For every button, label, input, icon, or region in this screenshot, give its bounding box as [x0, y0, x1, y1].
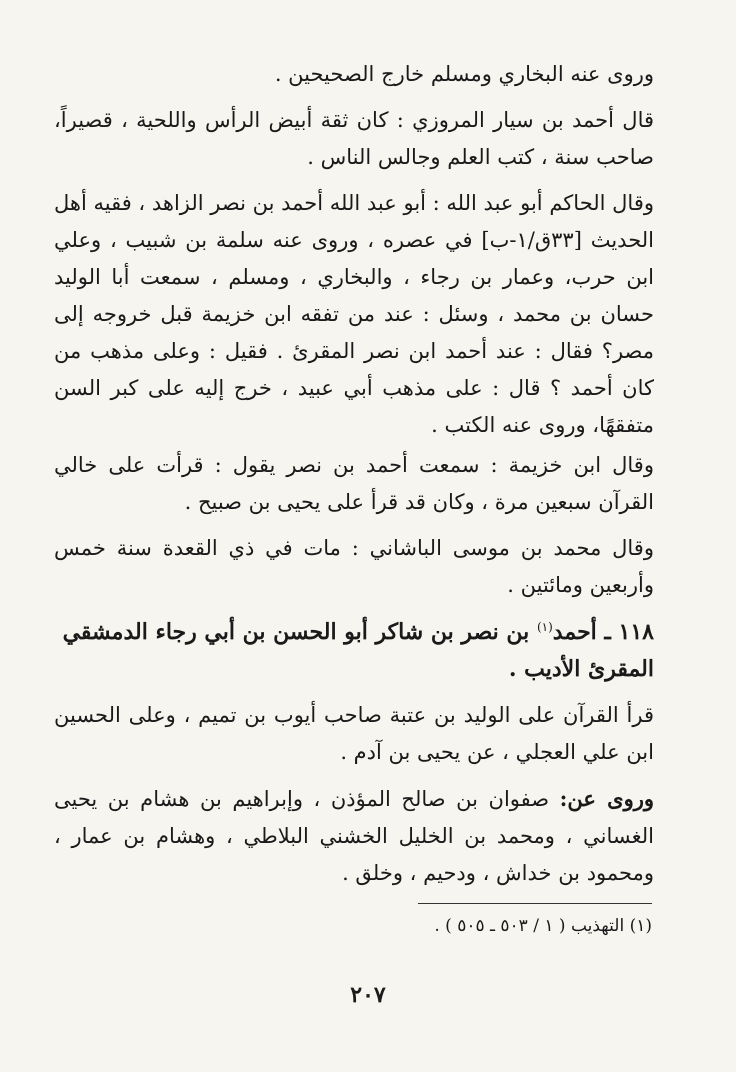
paragraph-qiraa: قرأ القرآن على الوليد بن عتبة صاحب أيوب بن تميم ، وعلى الحسين ابن علي العجلي ، عن يحيى بن آدم . — [54, 703, 654, 764]
paragraph-hakim: وقال الحاكم أبو عبد الله : أبو عبد الله أحمد بن نصر الزاهد ، فقيه أهل الحديث [٣٣ق/١-ب] في عصره ، وروى عنه سلمة بن شبيب ، وعلي ابن حرب، وعمار بن رجاء ، والبخاري ، ومسلم ، سمعت أبا الوليد حسان بن محمد ، وسئل : عند من تفقه ابن خزيمة قبل خروجه إلى مصر؟ فقال : عند أحمد ابن نصر المقرئ . فقيل : وعلى مذهب من كان أحمد ؟ قال : على مذهب أبي عبيد ، خرج إليه على كبر السن متفقهًا، وروى عنه الكتب . — [54, 191, 654, 437]
footnote-marker: (١) — [536, 620, 553, 634]
paragraph-ahmad-sayyar: قال أحمد بن سيار المروزي : كان ثقة أبيض الرأس واللحية ، قصيراً، صاحب سنة ، كتب العلم وجالس الناس . — [54, 108, 654, 169]
rawa-an-label: وروى عن: — [559, 786, 654, 811]
paragraph-ibn-khuzayma: وقال ابن خزيمة : سمعت أحمد بن نصر يقول : قرأت على خالي القرآن سبعين مرة ، وكان قد قرأ على يحيى بن صبيح . — [54, 453, 654, 514]
footnote-tahdhib: (١) التهذيب ( ١ / ٥٠٣ ـ ٥٠٥ ) . — [434, 916, 652, 936]
paragraph-bukhari-muslim: وروى عنه البخاري ومسلم خارج الصحيحين . — [274, 62, 654, 86]
paragraph-rawa-an — [54, 780, 654, 892]
paragraph-bashani: وقال محمد بن موسى الباشاني : مات في ذي القعدة سنة خمس وأربعين ومائتين . — [54, 536, 654, 597]
entry-header-118 — [54, 614, 654, 688]
rawa-an-text: صفوان بن صالح المؤذن ، وإبراهيم بن هشام بن يحيى الغساني ، ومحمد بن الخليل الخشني البلاطي ، وهشام بن عمار ، ومحمود بن خداش ، ودحيم ، وخلق . — [54, 787, 654, 885]
entry-name-rest: بن نصر بن شاكر أبو الحسن بن أبي رجاء الدمشقي المقرئ الأديب . — [62, 619, 654, 682]
entry-number-name: ١١٨ ـ أحمد — [552, 619, 654, 645]
footnote-divider — [418, 903, 652, 904]
page-number: ٢٠٧ — [350, 982, 386, 1008]
